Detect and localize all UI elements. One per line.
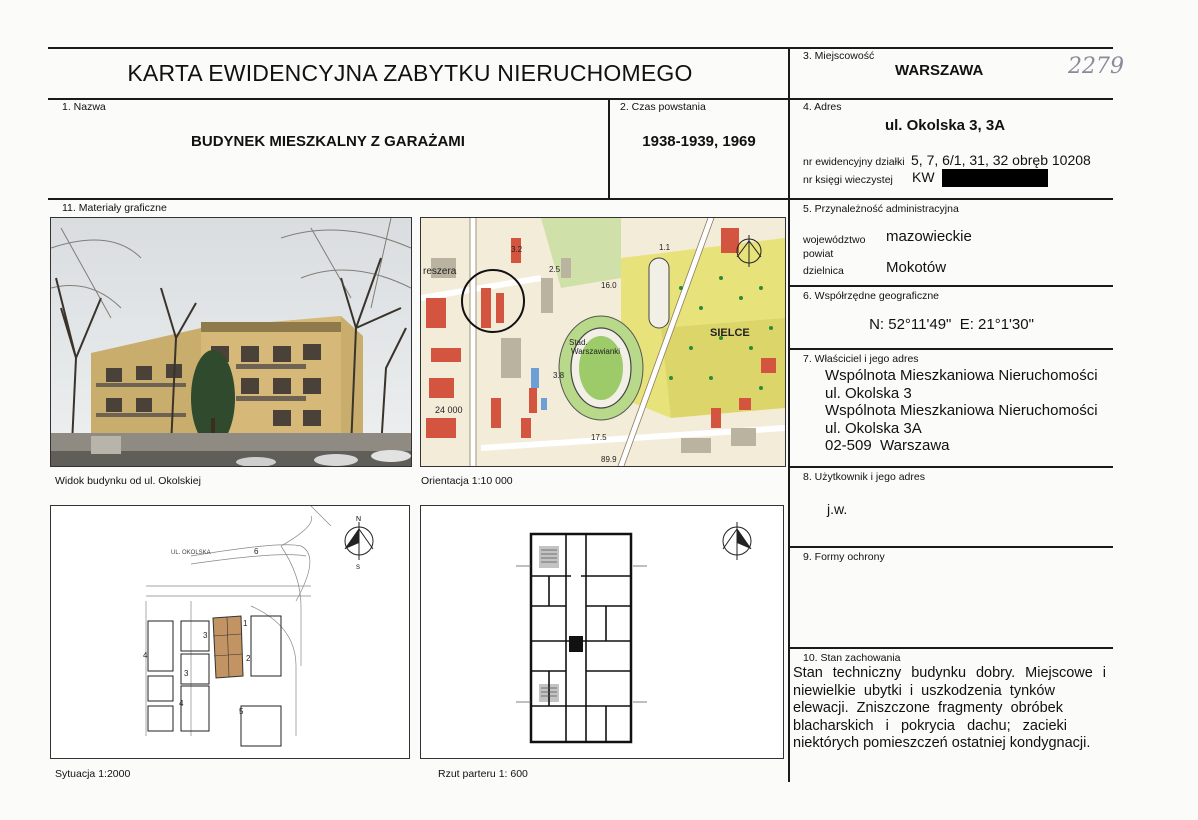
situation-n1: 1 xyxy=(243,619,248,628)
condition-line: blacharskich i pokrycia dachu; zacieki xyxy=(793,717,1068,734)
condition-line: niektórych pomieszczeń ostatniej kondygnacji. xyxy=(793,735,1091,751)
situation-n4b: 4 xyxy=(179,699,184,708)
district-value: Mokotów xyxy=(886,259,947,276)
field-7-label: 7. Właściciel i jego adres xyxy=(803,353,919,365)
situation-plan xyxy=(50,505,410,759)
rule-row1 xyxy=(48,98,1113,100)
map-label-n5: 17.5 xyxy=(591,433,607,442)
rule-f6 xyxy=(790,285,1113,287)
parcel-label: nr ewidencyjny działki xyxy=(803,156,905,168)
parcel-value: 5, 7, 6/1, 31, 32 obręb 10208 xyxy=(911,152,1091,168)
owner-block xyxy=(825,367,1098,455)
orientation-map xyxy=(420,217,786,467)
situation-n5: 5 xyxy=(239,707,244,716)
field-2-label: 2. Czas powstania xyxy=(620,101,706,113)
field-5-label: 5. Przynależność administracyjna xyxy=(803,203,959,215)
owner-line: ul. Okolska 3 xyxy=(825,384,912,402)
field-6-label: 6. Współrzędne geograficzne xyxy=(803,290,939,302)
map-caption: Orientacja 1:10 000 xyxy=(421,475,513,487)
district-label: dzielnica xyxy=(803,265,844,277)
kw-value: KW xyxy=(912,169,935,185)
field-8-label: 8. Użytkownik i jego adres xyxy=(803,471,925,483)
map-label-stadium-name: Warszawianki xyxy=(571,347,621,356)
situation-caption: Sytuacja 1:2000 xyxy=(55,768,131,780)
field-10-label: 10. Stan zachowania xyxy=(803,652,901,664)
rule-f8 xyxy=(790,466,1113,468)
redaction-bar xyxy=(942,169,1048,187)
map-label-n4: 3.8 xyxy=(553,371,565,380)
field-11-label: 11. Materiały graficzne xyxy=(62,202,167,214)
situation-n6: 6 xyxy=(254,547,259,556)
rule-f7 xyxy=(790,348,1113,350)
rule-row2-right xyxy=(790,198,1113,200)
field-1-label: 1. Nazwa xyxy=(62,101,106,113)
building-photo xyxy=(50,217,412,467)
situation-n3b: 3 xyxy=(184,669,189,678)
top-rule xyxy=(48,47,1113,49)
compass-s: S xyxy=(356,565,361,571)
photo-caption: Widok budynku od ul. Okolskiej xyxy=(55,475,201,487)
field-2-value: 1938-1939, 1969 xyxy=(642,133,756,150)
map-label-n7: 1.1 xyxy=(659,243,671,252)
map-label-n3: 16.0 xyxy=(601,281,617,290)
handwritten-number: 2279 xyxy=(1068,54,1124,79)
coordinates-value: N: 52°11'49" E: 21°1'30" xyxy=(869,316,1034,333)
situation-n3a: 3 xyxy=(203,631,208,640)
owner-line: ul. Okolska 3A xyxy=(825,419,922,437)
field-4-label: 4. Adres xyxy=(803,101,842,113)
compass-n: N xyxy=(356,516,362,523)
owner-line: 02-509 Warszawa xyxy=(825,437,950,454)
condition-line: elewacji. Zniszczone fragmenty obróbek xyxy=(793,700,1063,716)
map-label-n2: 2.5 xyxy=(549,265,561,274)
owner-line: Wspólnota Mieszkaniowa Nieruchomości xyxy=(825,367,1098,384)
situation-n2: 2 xyxy=(246,654,251,663)
map-label-n1: 3.2 xyxy=(511,245,523,254)
condition-line: Stan techniczny budynku dobry. Miejscowe i xyxy=(793,665,1106,681)
voivodeship-value: mazowieckie xyxy=(886,228,972,245)
field-3-label: 3. Miejscowość xyxy=(803,50,875,62)
field-1-value: BUDYNEK MIESZKALNY Z GARAŻAMI xyxy=(191,133,465,150)
map-label-district: SIELCE xyxy=(710,327,750,339)
owner-line: Wspólnota Mieszkaniowa Nieruchomości xyxy=(825,402,1098,419)
map-label-n6: 89.9 xyxy=(601,455,617,464)
rule-f10 xyxy=(790,647,1113,649)
condition-block xyxy=(793,665,1106,753)
map-label-number: 24 000 xyxy=(435,405,463,415)
field-8-value: j.w. xyxy=(827,501,848,517)
plan-caption: Rzut parteru 1: 600 xyxy=(438,768,528,780)
field-9-label: 9. Formy ochrony xyxy=(803,551,885,563)
map-label-stadium: Stad. xyxy=(569,338,588,347)
field-3-value: WARSZAWA xyxy=(895,62,984,79)
rule-row2-left xyxy=(48,198,788,200)
situation-street-label: UL. OKOLSKA xyxy=(171,550,211,556)
situation-n4a: 4 xyxy=(143,651,148,660)
kw-label: nr księgi wieczystej xyxy=(803,174,893,186)
condition-line: niewielkie ubytki i uszkodzenia tynków xyxy=(793,682,1055,699)
county-label: powiat xyxy=(803,248,834,260)
form-title: KARTA EWIDENCYJNA ZABYTKU NIERUCHOMEGO xyxy=(127,60,693,86)
map-label-street: reszera xyxy=(423,266,457,277)
main-vertical-divider xyxy=(788,47,790,782)
field-4-value: ul. Okolska 3, 3A xyxy=(884,117,1006,134)
rule-f9 xyxy=(790,546,1113,548)
floor-plan xyxy=(420,505,784,759)
voivodeship-label: województwo xyxy=(803,234,866,246)
